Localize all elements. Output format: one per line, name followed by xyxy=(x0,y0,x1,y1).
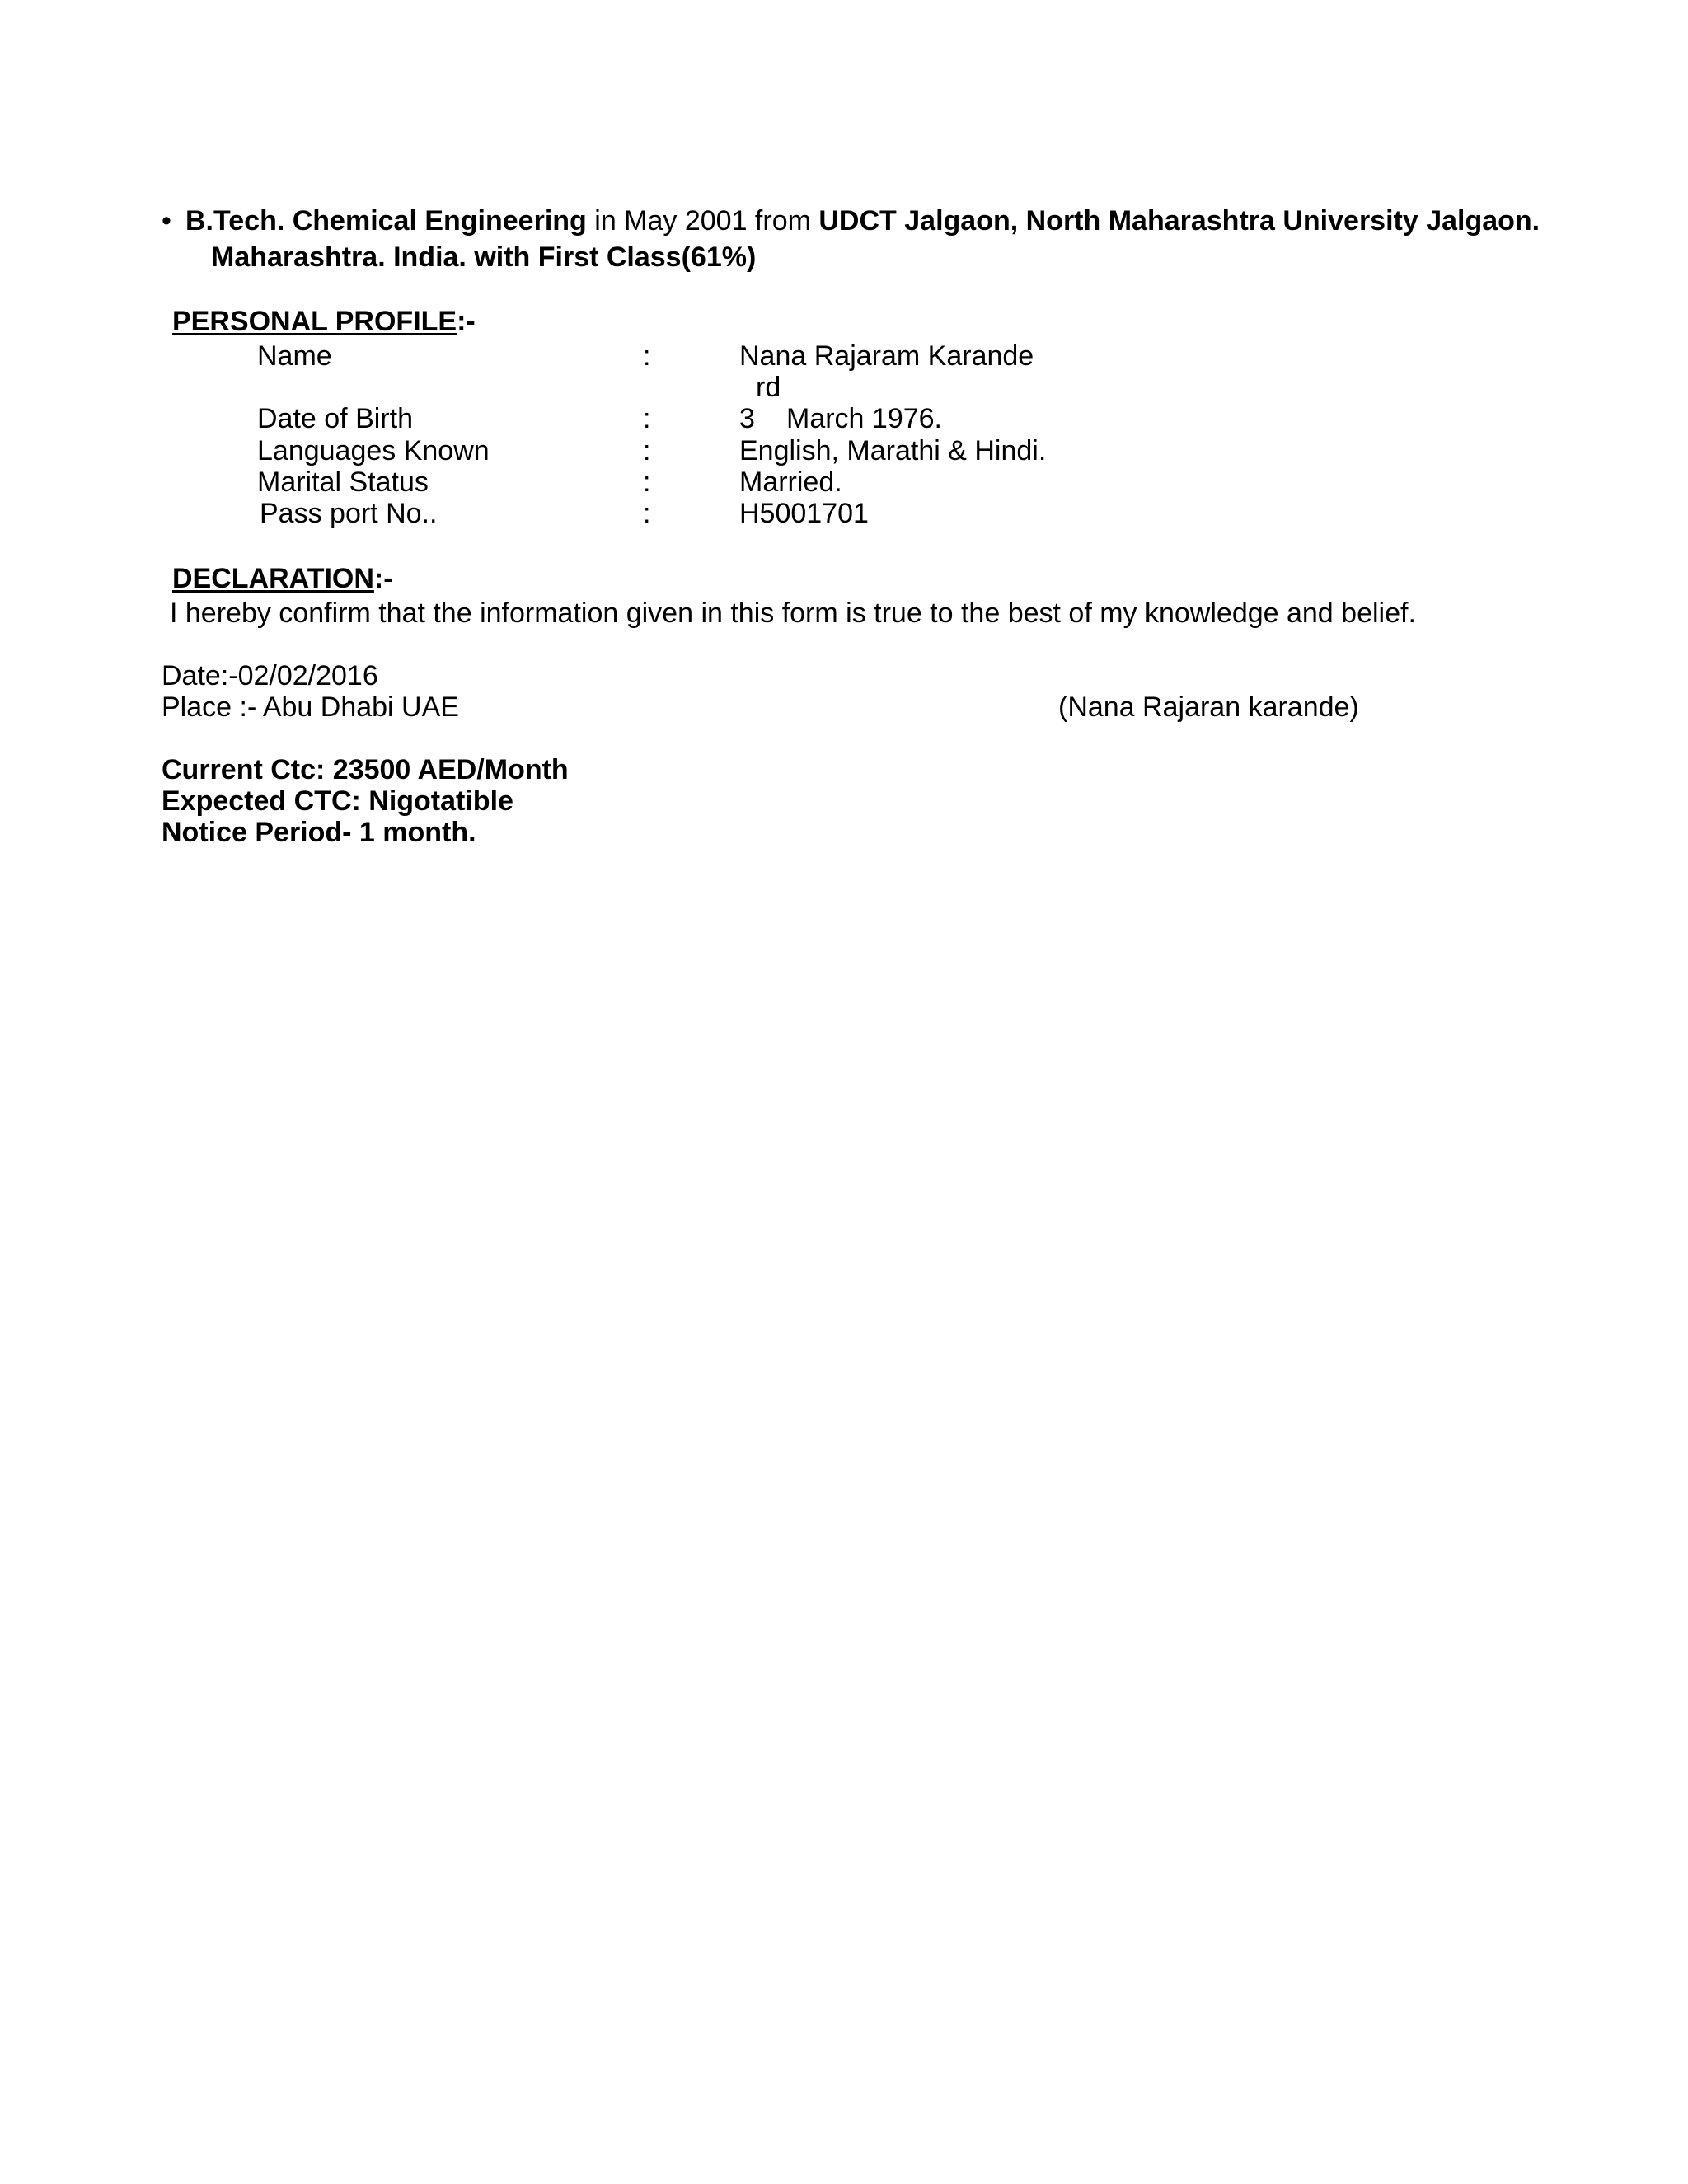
passport-label: Pass port No.. xyxy=(260,498,438,529)
current-ctc: Current Ctc: 23500 AED/Month xyxy=(162,754,569,785)
dob-colon: : xyxy=(643,403,651,434)
name-value: Nana Rajaram Karande xyxy=(739,340,1034,372)
education-line-2: Maharashtra. India. with First Class(61%) xyxy=(211,241,757,273)
personal-profile-suffix: :- xyxy=(457,306,476,337)
dob-day-value: 3 xyxy=(739,403,755,434)
degree-middle-text: in May 2001 from xyxy=(586,205,819,237)
languages-value: English, Marathi & Hindi. xyxy=(739,435,1047,466)
degree-text: B.Tech. Chemical Engineering xyxy=(185,205,587,237)
personal-profile-title: PERSONAL PROFILE xyxy=(172,306,457,337)
declaration-suffix: :- xyxy=(373,563,393,594)
institute-text: UDCT Jalgaon, North Maharashtra University Jalgaon. xyxy=(818,205,1540,237)
notice-period: Notice Period- 1 month. xyxy=(162,817,476,848)
dob-month-year-value: March 1976. xyxy=(786,403,942,434)
bullet-icon: • xyxy=(162,205,171,237)
declaration-title: DECLARATION xyxy=(172,563,374,594)
declaration-text: I hereby confirm that the information given in this form is true to the best of my knowledge and belief. xyxy=(170,598,1416,629)
name-colon: : xyxy=(643,340,651,372)
date-line: Date:-02/02/2016 xyxy=(162,660,378,691)
passport-value: H5001701 xyxy=(739,498,869,529)
marital-status-colon: : xyxy=(643,466,651,498)
expected-ctc: Expected CTC: Nigotatible xyxy=(162,785,513,817)
name-label: Name xyxy=(257,340,332,372)
marital-status-label: Marital Status xyxy=(257,466,429,498)
place-line: Place :- Abu Dhabi UAE xyxy=(162,691,459,723)
languages-label: Languages Known xyxy=(257,435,490,466)
passport-colon: : xyxy=(643,498,651,529)
personal-profile-heading xyxy=(172,305,476,338)
dob-label: Date of Birth xyxy=(257,403,413,434)
marital-status-value: Married. xyxy=(739,466,842,498)
signature-name: (Nana Rajaran karande) xyxy=(1058,691,1359,723)
dob-superscript: rd xyxy=(756,372,781,403)
education-line-1 xyxy=(185,204,1540,237)
languages-colon: : xyxy=(643,435,651,466)
declaration-heading xyxy=(172,562,393,595)
